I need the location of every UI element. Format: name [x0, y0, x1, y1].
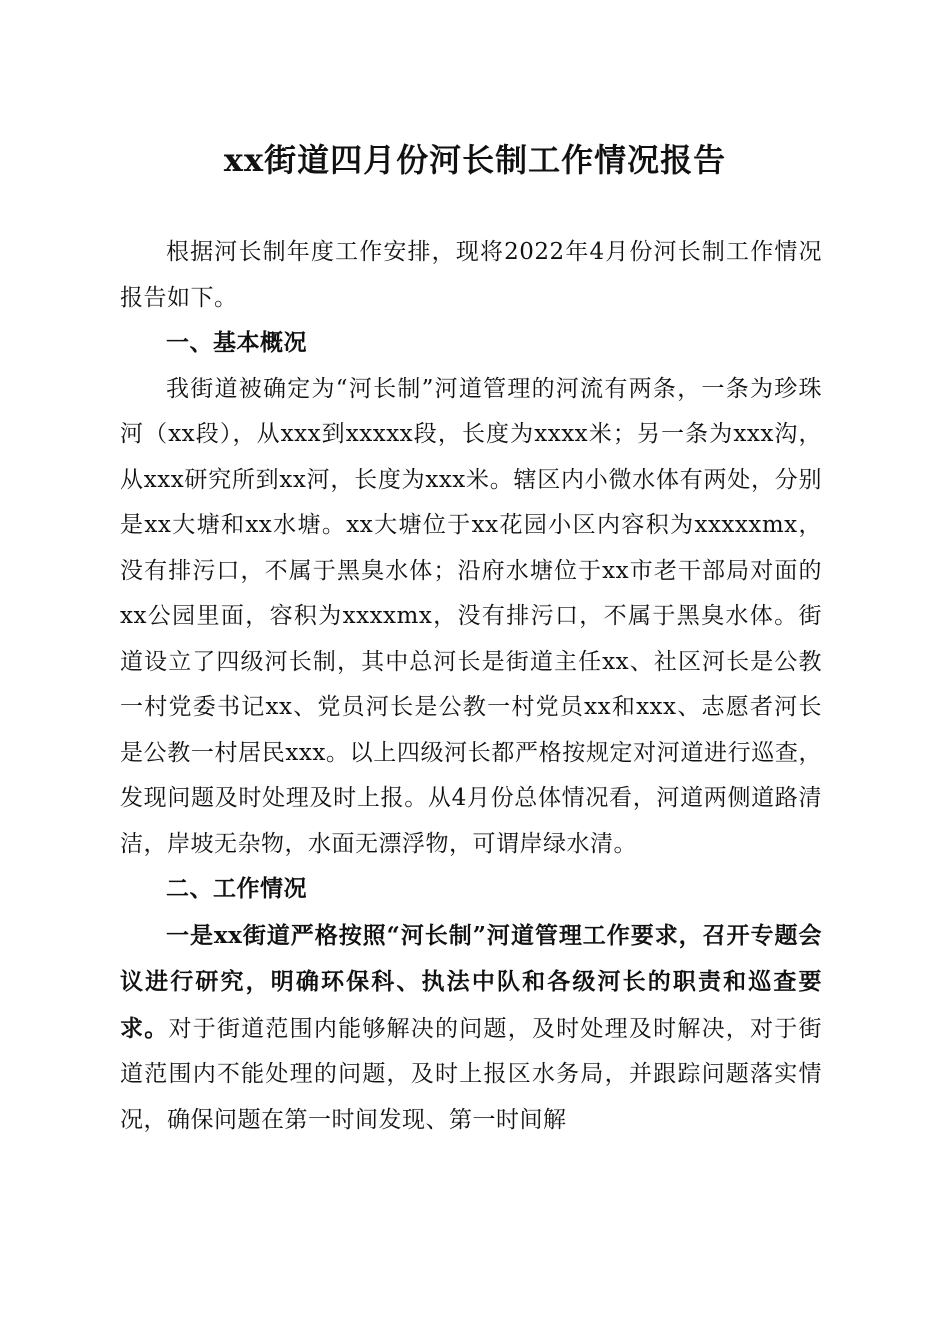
- document-body: [120, 230, 822, 1143]
- work-status-body-text: 对于街道范围内能够解决的问题，及时处理及时解决，对于街道范围内不能处理的问题，及时上报区水务局，并跟踪问题落实情况，确保问题在第一时间发现、第一时间解: [120, 1015, 823, 1133]
- section-heading-basic-overview: 一、基本概况: [166, 330, 307, 356]
- section-heading-work-status: 二、工作情况: [166, 876, 307, 902]
- document-title: xx街道四月份河长制工作情况报告: [223, 141, 727, 179]
- basic-overview-paragraph: 我街道被确定为“河长制”河道管理的河流有两条，一条为珍珠河（xx段），从xxx到xxxxx段，长度为xxxx米；另一条为xxx沟，从xxx研究所到xx河，长度为xxx米。辖区内小微水体有两处，分别是xx大塘和xx水塘。xx大塘位于xx花园小区内容积为xxxxxmx，没有排污口，不属于黑臭水体；沿府水塘位于xx市老干部局对面的xx公园里面，容积为xxxxmx，没有排污口，不属于黑臭水体。街道设立了四级河长制，其中总河长是街道主任xx、社区河长是公教一村党委书记xx、党员河长是公教一村党员xx和xxx、志愿者河长是公教一村居民xxx。以上四级河长都严格按规定对河道进行巡查，发现问题及时处理及时上报。从4月份总体情况看，河道两侧道路清洁，岸坡无杂物，水面无漂浮物，可谓岸绿水清。: [120, 375, 822, 857]
- work-status-paragraph: [120, 913, 822, 1144]
- work-status-lead-sentence: 一是xx街道严格按照“河长制”河道管理工作要求，召开专题会议进行研究，明确环保科、执法中队和各级河长的职责和巡查要求。: [120, 921, 822, 1042]
- intro-paragraph: 根据河长制年度工作安排，现将2022年4月份河长制工作情况报告如下。: [120, 239, 822, 311]
